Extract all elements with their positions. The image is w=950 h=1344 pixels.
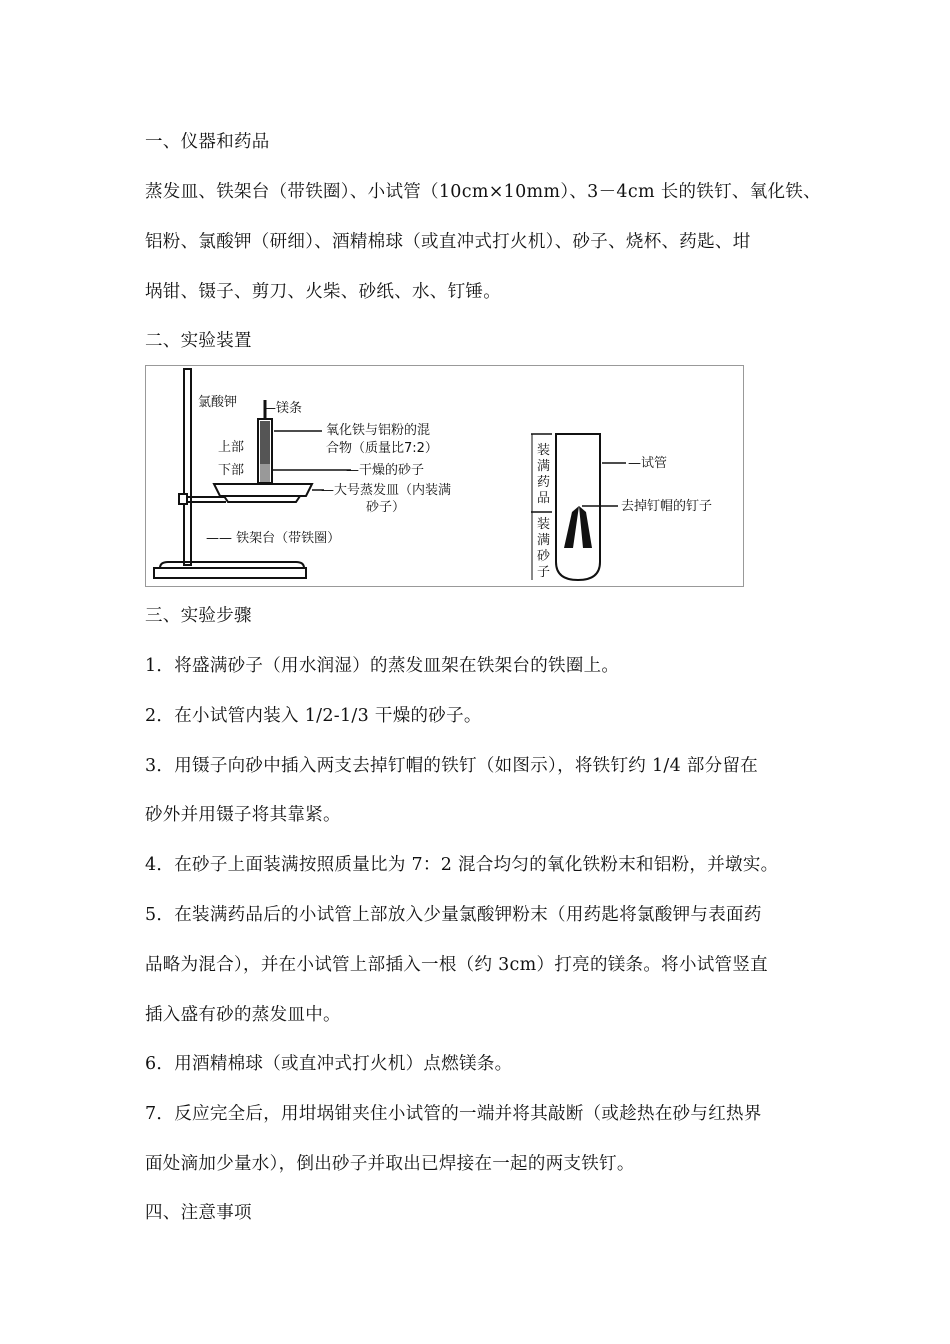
step-line-10: 7．反应完全后，用坩埚钳夹住小试管的一端并将其敲断（或趁热在砂与红热界	[145, 1104, 762, 1124]
label-nails: 去掉钉帽的钉子	[621, 499, 713, 514]
step-line-3: 3．用镊子向砂中插入两支去掉钉帽的铁钉（如图示），将铁钉约 1/4 部分留在	[145, 756, 759, 776]
section-heading-apparatus: 二、实验装置	[145, 331, 252, 351]
tube-label-bottom-1: 装	[537, 517, 551, 532]
section-heading-materials: 一、仪器和药品	[145, 132, 270, 152]
step-line-9: 6．用酒精棉球（或直冲式打火机）点燃镁条。	[145, 1054, 513, 1074]
label-lower: 下部	[218, 463, 245, 478]
step-line-11: 面处滴加少量水），倒出砂子并取出已焊接在一起的两支铁钉。	[145, 1154, 635, 1174]
apparatus-diagram	[146, 366, 745, 588]
label-iron-stand: —— 铁架台（带铁圈）	[206, 531, 341, 546]
step-line-6: 5．在装满药品后的小试管上部放入少量氯酸钾粉末（用药匙将氯酸钾与表面药	[145, 905, 762, 925]
label-dish-2: 砂子）	[366, 500, 406, 515]
label-upper: 上部	[218, 440, 245, 455]
step-line-1: 1．将盛满砂子（用水润湿）的蒸发皿架在铁架台的铁圈上。	[145, 656, 620, 676]
step-line-5: 4．在砂子上面装满按照质量比为 7：2 混合均匀的氧化铁粉末和铝粉，并墩实。	[145, 855, 779, 875]
apparatus-figure	[145, 365, 744, 587]
tube-label-top-1: 装	[537, 443, 551, 458]
materials-line-2: 铝粉、氯酸钾（研细）、酒精棉球（或直冲式打火机）、砂子、烧杯、药匙、坩	[145, 232, 751, 252]
step-line-7: 品略为混合），并在小试管上部插入一根（约 3cm）打亮的镁条。将小试管竖直	[145, 955, 768, 975]
materials-line-1: 蒸发皿、铁架台（带铁圈）、小试管（10cm×10mm）、3－4cm 长的铁钉、氧化铁、	[145, 182, 821, 202]
label-dry-sand: —干燥的砂子	[346, 463, 425, 478]
tube-label-top-3: 药	[537, 475, 551, 490]
step-line-8: 插入盛有砂的蒸发皿中。	[145, 1005, 341, 1025]
label-mixture-1: 氧化铁与铝粉的混	[326, 423, 431, 438]
materials-line-3: 埚钳、镊子、剪刀、火柴、砂纸、水、钉锤。	[145, 282, 501, 302]
label-dish-1: —大号蒸发皿（内装满	[321, 483, 452, 498]
label-kclo3: 氯酸钾	[198, 395, 238, 410]
label-test-tube: —试管	[628, 456, 668, 471]
step-line-4: 砂外并用镊子将其靠紧。	[145, 805, 341, 825]
tube-label-bottom-4: 子	[537, 565, 551, 580]
tube-label-bottom-3: 砂	[537, 549, 551, 564]
label-mg-strip: —镁条	[263, 401, 303, 416]
step-line-2: 2．在小试管内装入 1/2-1/3 干燥的砂子。	[145, 706, 482, 726]
tube-label-top-2: 满	[537, 459, 551, 474]
tube-label-bottom-2: 满	[537, 533, 551, 548]
evaporating-dish	[214, 484, 312, 502]
section-heading-notes: 四、注意事项	[145, 1203, 252, 1223]
label-mixture-2: 合物（质量比7:2）	[326, 441, 438, 456]
tube-label-top-4: 品	[537, 491, 551, 506]
section-heading-steps: 三、实验步骤	[145, 606, 252, 626]
